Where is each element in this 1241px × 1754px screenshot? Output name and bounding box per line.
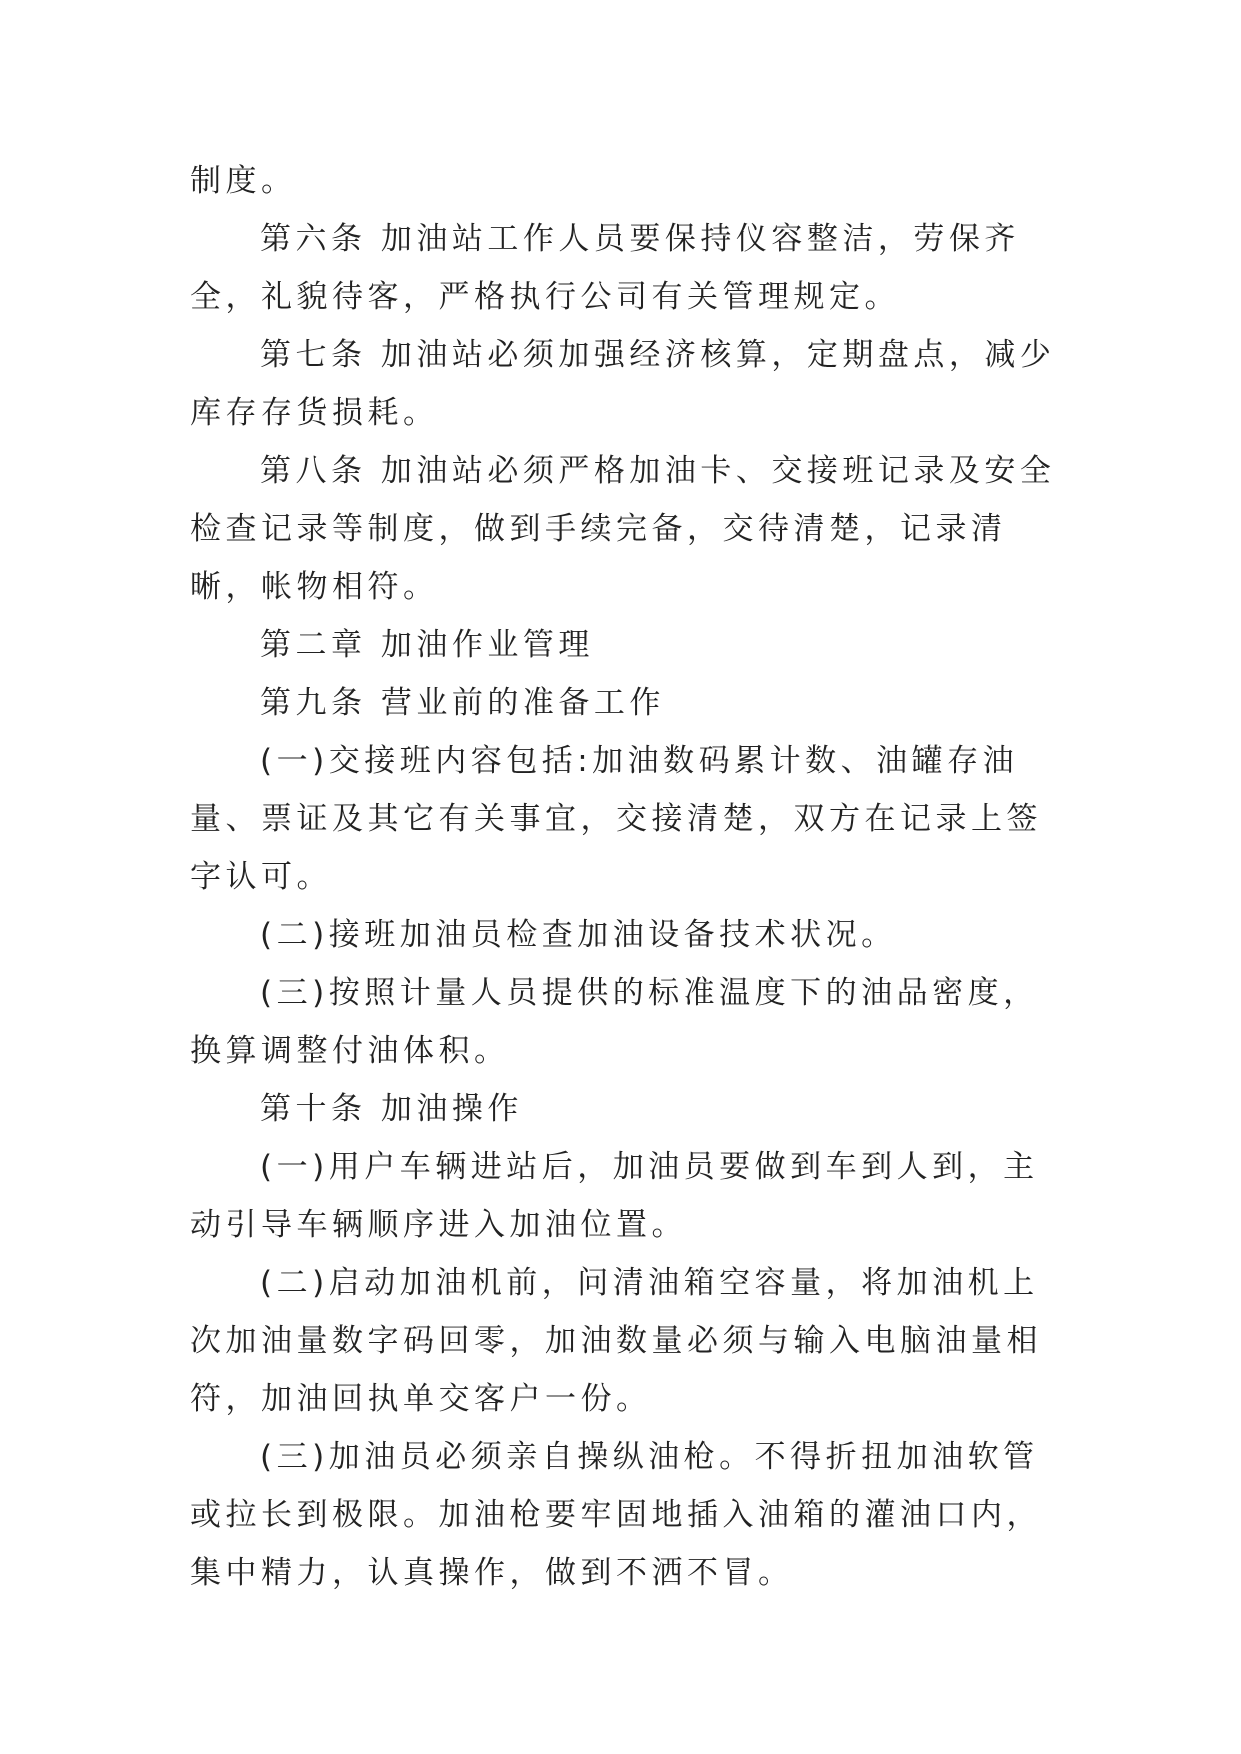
document-body <box>190 152 1070 1602</box>
paragraph-article-10-item-3: (三)加油员必须亲自操纵油枪。不得折扭加油软管或拉长到极限。加油枪要牢固地插入油箱的灌油口内，集中精力，认真操作，做到不洒不冒。 <box>190 1439 1042 1591</box>
paragraph-continuation: 制度。 <box>190 163 297 199</box>
paragraph-article-10: 第十条 加油操作 <box>260 1091 523 1127</box>
paragraph-article-9-item-1: (一)交接班内容包括:加油数码累计数、油罐存油量、票证及其它有关事宜，交接清楚，双方在记录上签字认可。 <box>190 743 1042 895</box>
paragraph-article-10-item-2: (二)启动加油机前，问清油箱空容量，将加油机上次加油量数字码回零，加油数量必须与输入电脑油量相符，加油回执单交客户一份。 <box>190 1265 1042 1417</box>
paragraph-article-8: 第八条 加油站必须严格加油卡、交接班记录及安全检查记录等制度，做到手续完备，交待清楚，记录清晰，帐物相符。 <box>190 453 1056 605</box>
paragraph-article-10-item-1: (一)用户车辆进站后，加油员要做到车到人到，主动引导车辆顺序进入加油位置。 <box>190 1149 1039 1243</box>
paragraph-article-9-item-3: (三)按照计量人员提供的标准温度下的油品密度，换算调整付油体积。 <box>190 975 1039 1069</box>
paragraph-article-9: 第九条 营业前的准备工作 <box>260 685 665 721</box>
paragraph-article-6: 第六条 加油站工作人员要保持仪容整洁，劳保齐全，礼貌待客，严格执行公司有关管理规定。 <box>190 221 1020 315</box>
chapter-heading: 第二章 加油作业管理 <box>260 627 594 663</box>
paragraph-article-7: 第七条 加油站必须加强经济核算，定期盘点，减少库存存货损耗。 <box>190 337 1056 431</box>
paragraph-article-9-item-2: (二)接班加油员检查加油设备技术状况。 <box>260 917 897 953</box>
